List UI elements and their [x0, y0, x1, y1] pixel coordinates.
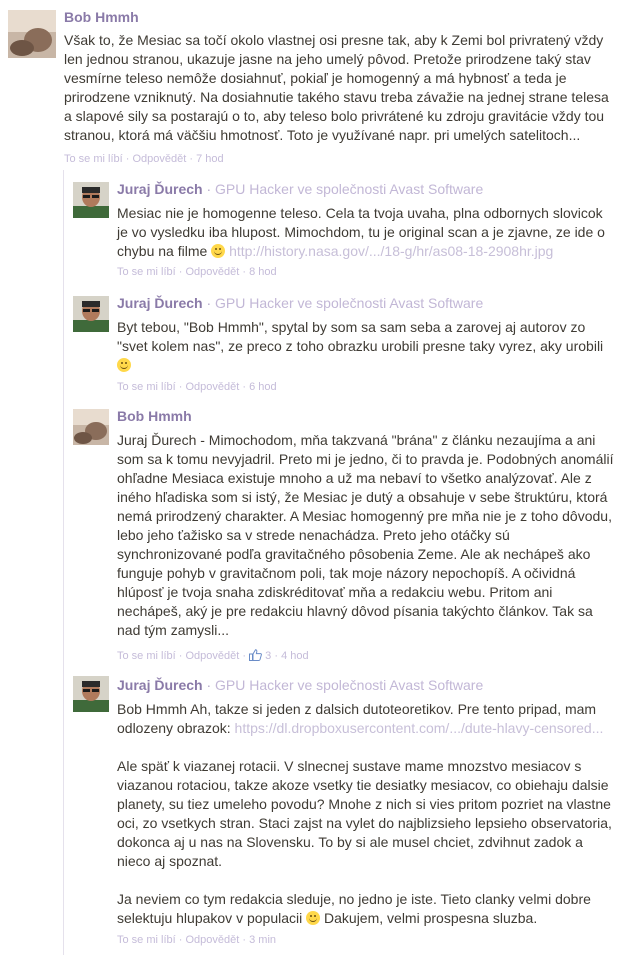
meta-separator: ·	[242, 650, 247, 662]
comment-text: Byt tebou, "Bob Hmmh", spytal by som sa sam seba a zarovej aj autorov zo "svet kolem nas", ze preco z toho obrazku urobili presne taky vyrez, aky urobili	[117, 319, 604, 354]
comment-juraj-2	[0, 284, 638, 398]
meta-separator: ·	[178, 934, 183, 946]
reply-link[interactable]: Odpovědět	[185, 934, 240, 946]
paragraph-gap	[117, 738, 617, 757]
meta-separator: ·	[274, 650, 279, 662]
author-name[interactable]: Juraj Ďurech	[117, 295, 203, 311]
comment-body	[117, 431, 617, 640]
comment-author	[117, 181, 483, 197]
author-role[interactable]: GPU Hacker ve společnosti Avast Software	[215, 295, 484, 311]
comment-body	[117, 318, 612, 375]
timestamp[interactable]: 3 min	[249, 934, 277, 946]
reply-link[interactable]: Odpovědět	[132, 153, 187, 165]
comment-actions	[117, 649, 309, 662]
author-name[interactable]: Bob Hmmh	[117, 408, 192, 424]
like-link[interactable]: To se mi líbí	[117, 381, 176, 393]
comment-author[interactable]	[64, 9, 139, 25]
comment-actions	[117, 934, 276, 946]
avatar[interactable]	[73, 182, 109, 218]
author-name[interactable]: Juraj Ďurech	[117, 677, 203, 693]
comment-body	[117, 700, 617, 928]
timestamp[interactable]: 6 hod	[249, 381, 277, 393]
likes-count[interactable]: 3	[265, 650, 272, 662]
comment-juraj-1	[0, 170, 638, 284]
smiley-emoji-icon	[306, 911, 320, 925]
meta-separator: ·	[242, 381, 247, 393]
paragraph-gap	[117, 871, 617, 890]
comment-text: Bob Hmmh Ah, takze si jeden z dalsich dutoteoretikov. Pre tento pripad, mam odlozeny obrazok:	[117, 701, 597, 736]
author-name[interactable]: Juraj Ďurech	[117, 181, 203, 197]
comment-actions	[117, 266, 277, 278]
timestamp[interactable]: 8 hod	[249, 266, 277, 278]
meta-separator: ·	[242, 266, 247, 278]
name-separator: ·	[206, 181, 212, 197]
comment-body	[64, 31, 616, 145]
comment-link[interactable]: https://dl.dropboxusercontent.com/.../dute-hlavy-censored...	[234, 720, 604, 736]
like-link[interactable]: To se mi líbí	[117, 650, 176, 662]
comment-actions	[64, 153, 224, 165]
meta-separator: ·	[125, 153, 130, 165]
author-name[interactable]: Bob Hmmh	[64, 9, 139, 25]
comment-body	[117, 204, 617, 261]
like-link[interactable]: To se mi líbí	[64, 153, 123, 165]
name-separator: ·	[206, 677, 212, 693]
meta-separator: ·	[242, 934, 247, 946]
comment-actions	[117, 381, 277, 393]
meta-separator: ·	[178, 381, 183, 393]
avatar-bob-image	[73, 409, 109, 445]
comment-paragraph-3	[117, 890, 617, 928]
timestamp[interactable]: 7 hod	[196, 153, 224, 165]
thumbs-up-icon[interactable]	[249, 649, 262, 661]
comment-text: Dakujem, velmi prospesna sluzba.	[320, 910, 538, 926]
comment-text: Juraj Ďurech - Mimochodom, mňa takzvaná "brána" z článku nezaujíma a ani som sa k tomu nevyjadril. Preto mi je jedno, či to pravda je. Podobných anomálií ohľadne Mesiaca existuje mnoho a už ma nebaví to všetko analýzovať. Ale z iného hľadiska som si istý, že Mesiac je dutý a obsahuje v sebe štruktúru, ktorá nemá prirodzený charakter. A Mesiac homogenný pre mňa nie je z toho dôvodu, lebo jeho ťažisko sa v strede nenachádza. Preto jeho otáčky sú synchronizované podľa gravitačného pôsobenia Zeme. Ale ak nechápeš ako funguje pohyb v gravitačnom poli, tak moje názory nepochopíš. A očividná hlúposť je tvoja snaha zdiskréditovať mňa a redakciu webu. Pritom ani nechápeš, aký je pre redakciu hlavný dôvod písania takýchto článkov. Tak sa nad tým zamysli...	[117, 432, 614, 638]
avatar[interactable]	[73, 296, 109, 332]
comment-author	[117, 295, 483, 311]
comment-text: Ja neviem co tym redakcia sleduje, no jedno je iste. Tieto clanky velmi dobre selektuju hlupakov v populacii	[117, 891, 591, 926]
timestamp[interactable]: 4 hod	[281, 650, 309, 662]
comment-paragraph-1	[117, 700, 617, 738]
avatar[interactable]	[73, 409, 109, 445]
avatar-bob-image	[8, 10, 56, 58]
avatar[interactable]	[73, 676, 109, 712]
comment-text: Však to, že Mesiac sa točí okolo vlastnej osi presne tak, aby k Zemi bol privratený vždy len jednou stranou, ukazuje jasne na jeho umelý pôvod. Pretože prirodzene taký stav vesmírne teleso nemôže dosiahnuť, pokiaľ je homogenný a má hybnosť a teda je prirodzene vzniknutý. Na dosiahnutie takého stavu treba závažie na jednej strane telesa a slapové sily sa postarajú o to, aby teleso bolo privrátené ku zdroju gravitácie vždy tou stranou, ktorá má väčšiu hmotnosť. Toto je využívané napr. pri umelých satelitoch...	[64, 32, 609, 143]
smiley-emoji-icon	[211, 244, 225, 258]
reply-link[interactable]: Odpovědět	[185, 381, 240, 393]
comment-text: Mesiac nie je homogenne teleso. Cela ta tvoja uvaha, plna odbornych slovicok je vo vysledku iba hlupost. Mimochdom, tu je original scan a je zjavne, ze ide o chybu na filme	[117, 205, 605, 259]
avatar-juraj-image	[73, 182, 109, 218]
comment-paragraph-2: Ale späť k viazanej rotacii. V slnecnej sustave mame mnozstvo mesiacov s viazanou rotaciou, takze akoze vsetky tie desiatky mesiacov, co obiehaju dalsie planety, su tiez umeleho povodu? Mnohe z nich si vies pritom pozriet na vlastne oci, zo vsetkych stran. Staci zajst na vylet do najblizsieho lepsieho observatoria, dokonca aj u nas na Slovensku. To by si ale musel chciet, zdvihnut zadok a nieco aj spoznat.	[117, 758, 612, 869]
like-link[interactable]: To se mi líbí	[117, 266, 176, 278]
author-role[interactable]: GPU Hacker ve společnosti Avast Software	[215, 677, 484, 693]
comment-bob-hmmh-1	[0, 0, 638, 170]
smiley-emoji-icon	[117, 358, 131, 372]
meta-separator: ·	[189, 153, 194, 165]
like-link[interactable]: To se mi líbí	[117, 934, 176, 946]
reply-link[interactable]: Odpovědět	[185, 266, 240, 278]
comment-link[interactable]: http://history.nasa.gov/.../18-g/hr/as08-18-2908hr.jpg	[229, 243, 554, 259]
author-role[interactable]: GPU Hacker ve společnosti Avast Software	[215, 181, 484, 197]
reply-link[interactable]: Odpovědět	[185, 650, 240, 662]
avatar-juraj-image	[73, 676, 109, 712]
comment-author	[117, 408, 192, 424]
comment-author	[117, 677, 483, 693]
avatar-juraj-image	[73, 296, 109, 332]
name-separator: ·	[206, 295, 212, 311]
comment-juraj-3	[0, 668, 638, 955]
meta-separator: ·	[178, 266, 183, 278]
avatar[interactable]	[8, 10, 56, 58]
meta-separator: ·	[178, 650, 183, 662]
comment-bob-hmmh-2	[0, 398, 638, 668]
